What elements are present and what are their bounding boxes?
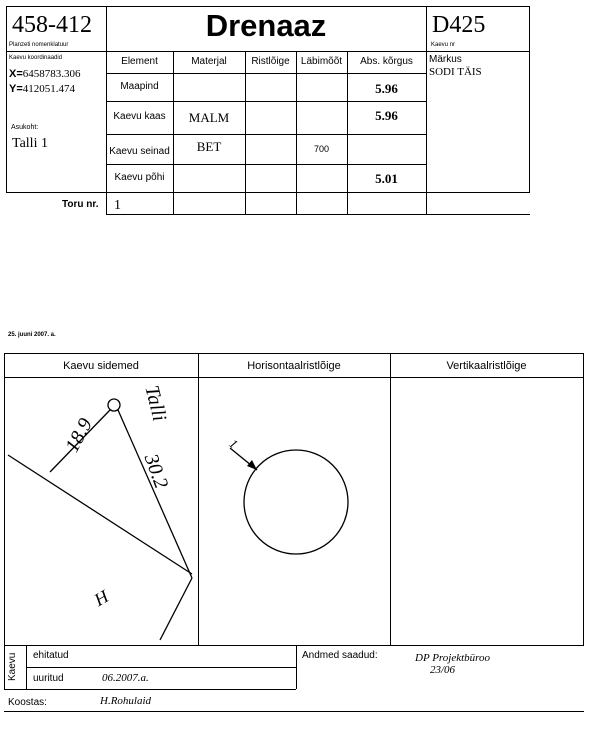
pipe-value: 1 bbox=[114, 198, 121, 213]
nomenclature: 458-412 bbox=[12, 12, 92, 38]
column-header-vertical-section: Vertikaalristlõige bbox=[446, 360, 527, 372]
row-material: MALM bbox=[188, 110, 230, 125]
surveyed-value: 06.2007.a. bbox=[102, 672, 149, 684]
header-material: Materjal bbox=[191, 56, 227, 67]
notes-label: Märkus bbox=[429, 54, 462, 65]
x-label: X= bbox=[9, 68, 23, 80]
sketch-place-name: Talli bbox=[140, 383, 171, 424]
sketch-pipe-number: 1 bbox=[226, 435, 241, 452]
row-height: 5.96 bbox=[375, 81, 398, 96]
coordinates-label: Kaevu koordinaadid bbox=[9, 55, 63, 61]
data-from-date: 23/06 bbox=[430, 664, 456, 676]
y-value: 412051.474 bbox=[22, 83, 76, 95]
row-element: Kaevu seinad bbox=[109, 146, 170, 157]
kaevu-label: Kaevu bbox=[7, 652, 18, 681]
pipe-arrow-icon bbox=[247, 460, 257, 470]
location-label: Asukoht: bbox=[11, 124, 39, 131]
horizontal-section-circle bbox=[244, 450, 348, 554]
sketch-distance-2: 30.2 bbox=[139, 451, 173, 492]
row-element: Maapind bbox=[120, 81, 159, 92]
compiled-value: H.Rohulaid bbox=[100, 695, 152, 707]
nomenclature-label: Planzeti nomenklatuur bbox=[9, 42, 69, 48]
well-number-label: Kaevu nr bbox=[431, 42, 456, 48]
header-abs-height: Abs. kõrgus bbox=[360, 56, 413, 67]
pipe-label: Toru nr. bbox=[62, 199, 99, 210]
row-element: Kaevu põhi bbox=[114, 172, 165, 183]
page-title: Drenaaz bbox=[205, 8, 327, 43]
date-text: 25. juuni 2007. a. bbox=[8, 332, 56, 338]
row-height: 5.96 bbox=[375, 108, 398, 123]
row-material: BET bbox=[196, 139, 222, 154]
header-cross-section: Ristlõige bbox=[251, 56, 290, 67]
column-header-horizontal-section: Horisontaalristlõige bbox=[247, 360, 341, 372]
built-label: ehitatud bbox=[33, 650, 69, 661]
well-symbol bbox=[108, 399, 120, 411]
header-element: Element bbox=[121, 56, 158, 67]
row-diameter: 700 bbox=[313, 144, 330, 154]
row-height: 5.01 bbox=[375, 171, 398, 186]
notes-value: SODI TÄIS bbox=[429, 66, 482, 78]
x-value: 6458783.306 bbox=[22, 68, 81, 80]
well-number: D425 bbox=[432, 12, 486, 38]
distance-line-2 bbox=[118, 410, 192, 578]
header-diameter: Läbimõõt bbox=[300, 56, 343, 67]
row-element: Kaevu kaas bbox=[113, 111, 166, 122]
sketch-building-letter: H bbox=[90, 586, 112, 610]
location-value: Talli 1 bbox=[12, 136, 48, 151]
sketch-distance-1: 18.9 bbox=[61, 414, 97, 456]
compiled-label: Koostas: bbox=[8, 697, 47, 708]
data-from-label: Andmed saadud: bbox=[302, 650, 378, 661]
building-corner-line bbox=[160, 578, 192, 640]
column-header-well-links: Kaevu sidemed bbox=[63, 360, 139, 372]
surveyed-label: uuritud bbox=[33, 673, 64, 684]
y-label: Y= bbox=[9, 83, 23, 95]
data-from-value: DP Projektbüroo bbox=[415, 652, 491, 664]
